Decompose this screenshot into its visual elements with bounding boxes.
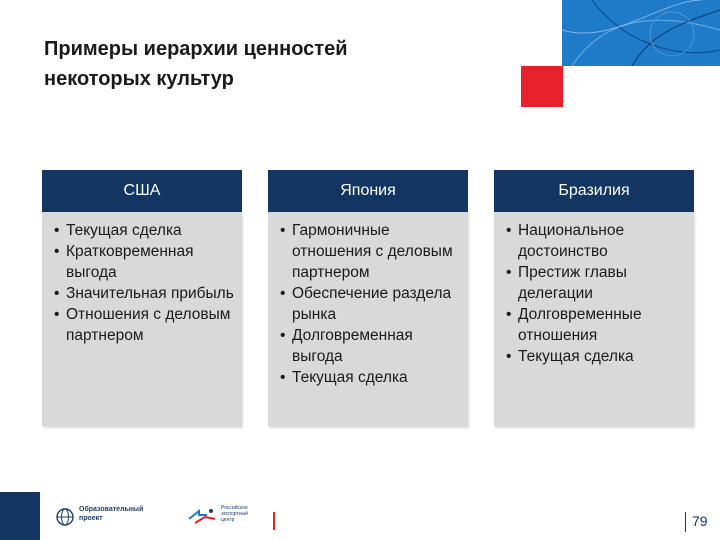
decorative-red-square [521, 66, 563, 107]
list-item: • Текущая сделка [54, 220, 236, 241]
page-number: 79 [692, 513, 708, 529]
logo-text: Образовательный проект [79, 506, 144, 522]
list-item: • Долговременная выгода [280, 325, 462, 367]
education-project-logo [55, 505, 165, 533]
footer-blue-block [0, 492, 40, 540]
column-japan [268, 170, 468, 426]
list-item: • Национальное достоинство [506, 220, 688, 262]
column-body [494, 212, 694, 426]
page-number-bar [685, 512, 686, 532]
column-brazil [494, 170, 694, 426]
slide-title: Примеры иерархии ценностей некоторых культур [44, 38, 348, 90]
list-item: • Обеспечение раздела рынка [280, 283, 462, 325]
list-item: • Долговременные отношения [506, 304, 688, 346]
list-item: • Престиж главы делегации [506, 262, 688, 304]
list-item: • Текущая сделка [506, 346, 688, 367]
column-header: Япония [268, 170, 468, 212]
footer-separator [273, 512, 275, 530]
export-center-logo [185, 505, 265, 533]
logo-text: Российское экспортный центр [221, 505, 248, 523]
list-item: • Значительная прибыль [54, 283, 236, 304]
list-item: • Гармоничные отношения с деловым партнером [280, 220, 462, 283]
list-item: • Кратковременная выгода [54, 241, 236, 283]
column-header: Бразилия [494, 170, 694, 212]
arrows-logo-icon [185, 505, 219, 529]
list-item: • Отношения с деловым партнером [54, 304, 236, 346]
column-usa [42, 170, 242, 426]
column-header: США [42, 170, 242, 212]
list-item: • Текущая сделка [280, 367, 462, 388]
decorative-curves-icon [562, 0, 720, 66]
column-body [268, 212, 468, 426]
globe-logo-icon [55, 507, 75, 527]
column-body [42, 212, 242, 426]
decorative-blue-block [562, 0, 720, 66]
